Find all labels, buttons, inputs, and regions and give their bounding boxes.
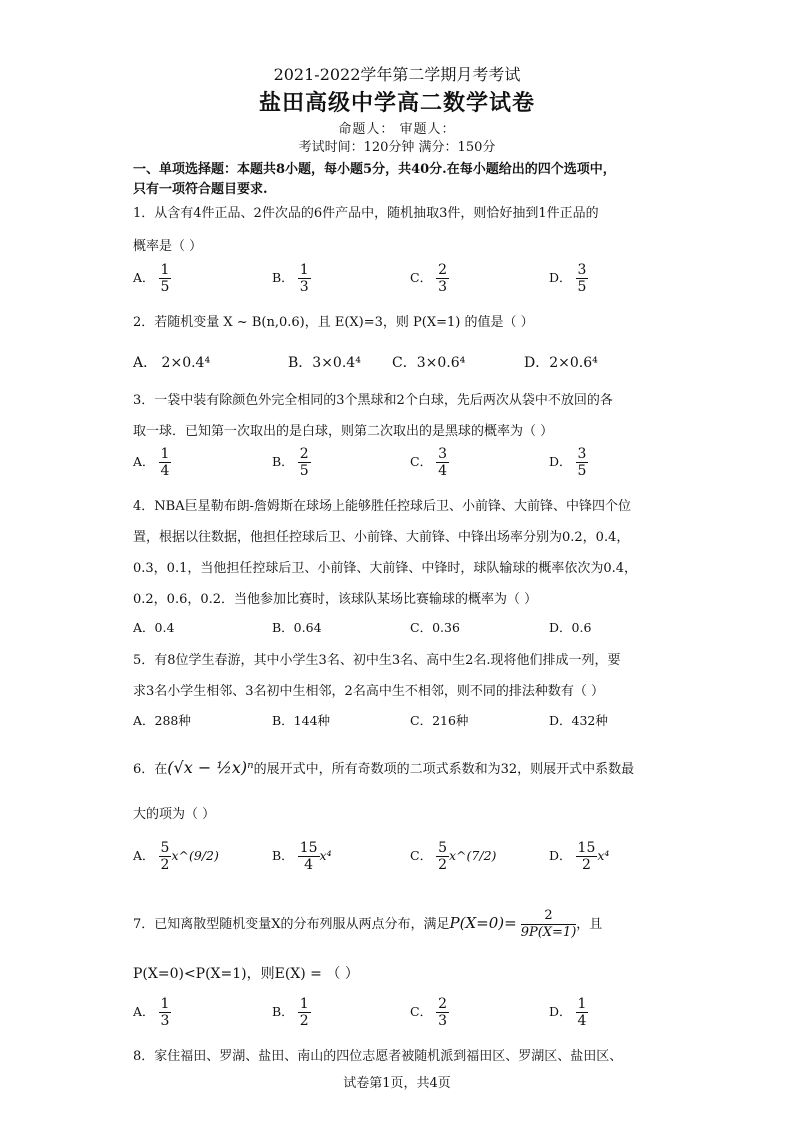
q1-option-b: B． $\frac{1}{3}$ (272, 262, 309, 295)
q7-option-b: B． $\frac{1}{2}$ (272, 996, 309, 1029)
q8-stem-1: 8．家住福田、罗湖、盐田、南山的四位志愿者被随机派到福田区、罗湖区、盐田区、 (133, 1049, 623, 1064)
q3-option-b: B． $\frac{2}{5}$ (272, 446, 309, 479)
q4-option-a: A．0.4 (133, 620, 175, 635)
section-heading-1: 一、单项选择题：本题共8小题，每小题5分，共40分.在每小题给出的四个选项中， (133, 162, 616, 177)
q3-stem-1: 3．一袋中装有除颜色外完全相同的3个黑球和2个白球，先后两次从袋中不放回的各 (133, 393, 613, 408)
time-score-line: 考试时间：120分钟 满分：150分 (298, 140, 496, 155)
q7-option-a: A． $\frac{1}{3}$ (133, 996, 170, 1029)
q3-option-a: A． $\frac{1}{4}$ (133, 446, 170, 479)
q2-stem: 2．若随机变量 X ~ B(n,0.6)，且 E(X)=3，则 P(X=1) 的值是（ ） (133, 315, 534, 330)
q6-option-b: B． $\frac{15}{4}$ x⁴ (272, 840, 332, 873)
q7-stem-1: 7．已知离散型随机变量X的分布列服从两点分布，满足P(X=0)= $\frac{2}{9P(X=1)}$ ，且 (133, 908, 603, 940)
q5-option-a: A．288种 (133, 713, 191, 728)
q4-stem-4: 0.2，0.6，0.2．当他参加比赛时，该球队某场比赛输球的概率为（ ） (133, 592, 538, 607)
q7-option-d: D． $\frac{1}{4}$ (549, 996, 587, 1029)
q1-option-d: D． $\frac{3}{5}$ (549, 262, 587, 295)
q1-option-a: A． $\frac{1}{5}$ (133, 262, 170, 295)
q6-option-a: A． $\frac{5}{2}$ x^(9/2) (133, 840, 219, 873)
q4-option-b: B．0.64 (272, 620, 322, 635)
q2-option-a: A． 2×0.4⁴ (133, 355, 211, 371)
q6-expression: (√x − ½x)ⁿ (167, 758, 254, 777)
q4-stem-1: 4．NBA巨星勒布朗-詹姆斯在球场上能够胜任控球后卫、小前锋、大前锋、中锋四个位 (133, 499, 631, 514)
authors-line: 命题人： 审题人： (338, 122, 456, 137)
section-heading-2: 只有一项符合题目要求. (133, 182, 268, 197)
page-footer: 试卷第1页，共4页 (343, 1076, 451, 1091)
q2-option-b: B．3×0.4⁴ (288, 355, 361, 371)
term-heading: 2021-2022学年第二学期月考考试 (273, 65, 521, 84)
q4-stem-2: 置，根据以往数据，他担任控球后卫、小前锋、大前锋、中锋出场率分别为0.2，0.4， (133, 530, 630, 545)
q5-stem-2: 求3名小学生相邻、3名初中生相邻，2名高中生不相邻，则不同的排法种数有（ ） (133, 684, 604, 699)
q2-option-c: C．3×0.6⁴ (392, 355, 466, 371)
q3-option-d: D． $\frac{3}{5}$ (549, 446, 587, 479)
q3-stem-2: 取一球．已知第一次取出的是白球，则第二次取出的是黑球的概率为（ ） (133, 424, 554, 439)
q6-stem-1: 6．在(√x − ½x)ⁿ的展开式中，所有奇数项的二项式系数和为32，则展开式中系数最 (133, 758, 635, 777)
q1-stem-2: 概率是（ ） (133, 239, 203, 254)
q6-stem-2: 大的项为（ ） (133, 807, 216, 822)
q6-option-c: C． $\frac{5}{2}$ x^(7/2) (410, 840, 497, 873)
q7-option-c: C． $\frac{2}{3}$ (410, 996, 447, 1029)
q4-stem-3: 0.3，0.1，当他担任控球后卫、小前锋、大前锋、中锋时，球队输球的概率依次为0.4， (133, 561, 638, 576)
q4-option-d: D．0.6 (549, 620, 592, 635)
q6-option-d: D． $\frac{15}{2}$ x⁴ (549, 840, 610, 873)
q1-option-c: C． $\frac{2}{3}$ (410, 262, 447, 295)
q4-option-c: C．0.36 (410, 620, 460, 635)
page-title: 盐田高级中学高二数学试卷 (258, 90, 535, 116)
q5-option-c: C．216种 (410, 713, 469, 728)
q1-stem-1: 1．从含有4件正品、2件次品的6件产品中，随机抽取3件，则恰好抽到1件正品的 (133, 206, 599, 221)
q2-option-d: D．2×0.6⁴ (524, 355, 598, 371)
q5-option-b: B．144种 (272, 713, 331, 728)
q5-option-d: D．432种 (549, 713, 608, 728)
q3-option-c: C． $\frac{3}{4}$ (410, 446, 447, 479)
q5-stem-1: 5．有8位学生春游，其中小学生3名、初中生3名、高中生2名.现将他们排成一列，要 (133, 653, 621, 668)
q7-stem-2: P(X=0)<P(X=1)，则E(X) = （ ） (133, 966, 359, 982)
